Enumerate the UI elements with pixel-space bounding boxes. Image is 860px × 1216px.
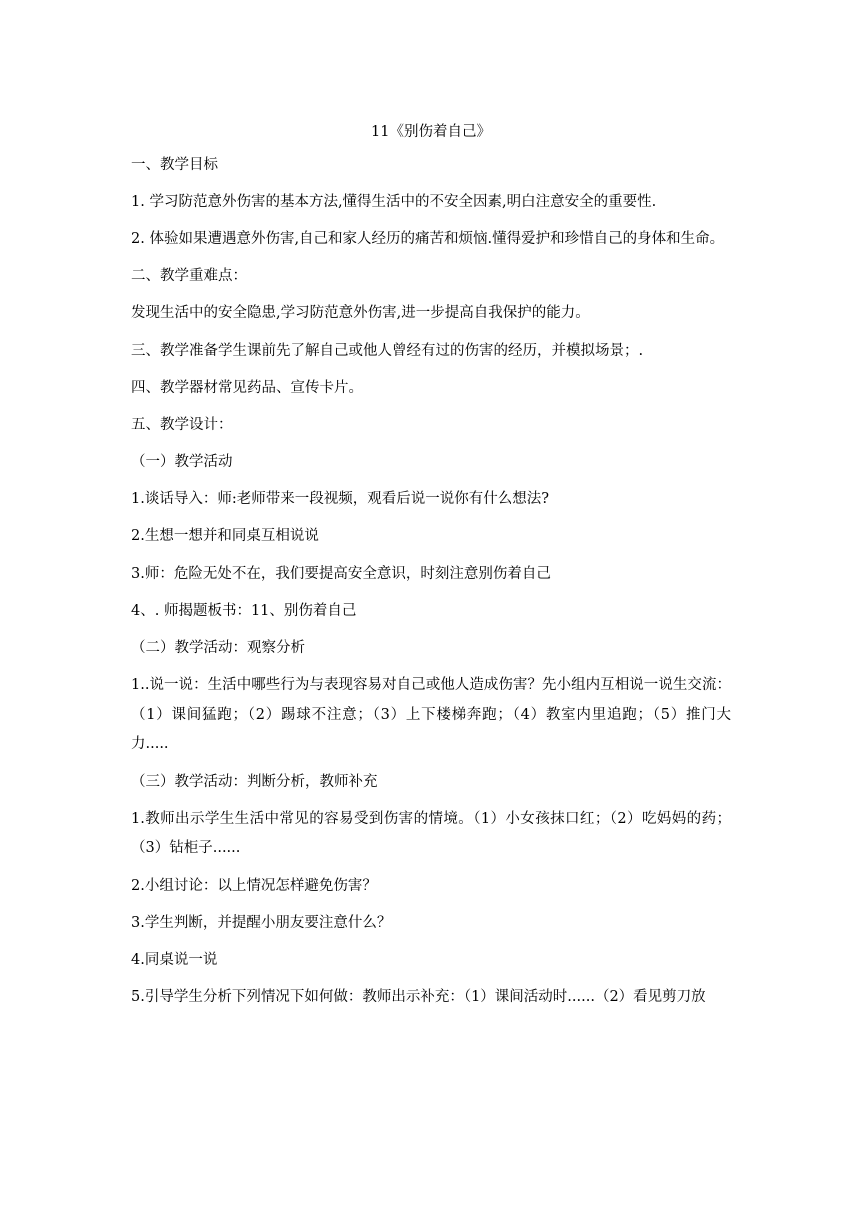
- activity-3-step-1: 1.教师出示学生生活中常见的容易受到伤害的情境。（1）小女孩抹口红；（2）吃妈妈的药；（3）钻柜子......: [131, 810, 731, 857]
- objective-item-1: 1. 学习防范意外伤害的基本方法,懂得生活中的不安全因素,明白注意安全的重要性.: [131, 193, 657, 210]
- activity-3-step-3: 3.学生判断，并提醒小朋友要注意什么？: [131, 914, 392, 931]
- document-title: 11《别伤着自己》: [371, 124, 491, 140]
- activity-1-step-4: 4、. 师揭题板书：11、别伤着自己: [131, 602, 357, 619]
- section-heading-key-points: 二、教学重难点：: [131, 268, 247, 285]
- activity-heading-3: （三）教学活动：判断分析，教师补充: [131, 773, 378, 790]
- section-preparation: 三、教学准备学生课前先了解自己或他人曾经有过的伤害的经历，并模拟场景；.: [131, 342, 644, 359]
- activity-3-step-5: 5.引导学生分析下列情况下如何做：教师出示补充：（1）课间活动时......（2）看见剪刀放: [131, 989, 706, 1006]
- activity-heading-1: （一）教学活动: [131, 454, 233, 471]
- activity-2-step-1: 1..说一说：生活中哪些行为与表现容易对自己或他人造成伤害？先小组内互相说一说生交流：（1）课间猛跑；（2）踢球不注意；（3）上下楼梯奔跑；（4）教室内里追跑；（5）推门大力.....: [131, 677, 731, 753]
- objective-item-2: 2. 体验如果遭遇意外伤害,自己和家人经历的痛苦和烦恼.懂得爱护和珍惜自己的身体和生命。: [131, 230, 725, 247]
- activity-heading-2: （二）教学活动：观察分析: [131, 640, 305, 657]
- activity-1-step-2: 2.生想一想并和同桌互相说说: [131, 528, 319, 545]
- document-body: [131, 118, 731, 1020]
- section-heading-design: 五、教学设计：: [131, 416, 233, 433]
- activity-3-step-4: 4.同桌说一说: [131, 951, 218, 968]
- key-points-text: 发现生活中的安全隐患,学习防范意外伤害,进一步提高自我保护的能力。: [131, 305, 590, 322]
- section-heading-objectives: 一、教学目标: [131, 156, 218, 173]
- activity-1-step-3: 3.师：危险无处不在，我们要提高安全意识，时刻注意别伤着自己: [131, 565, 551, 582]
- activity-3-step-2: 2.小组讨论：以上情况怎样避免伤害？: [131, 877, 377, 894]
- activity-1-step-1: 1.谈话导入：师:老师带来一段视频，观看后说一说你有什么想法?: [131, 491, 549, 508]
- section-materials: 四、教学器材常见药品、宣传卡片。: [131, 379, 363, 396]
